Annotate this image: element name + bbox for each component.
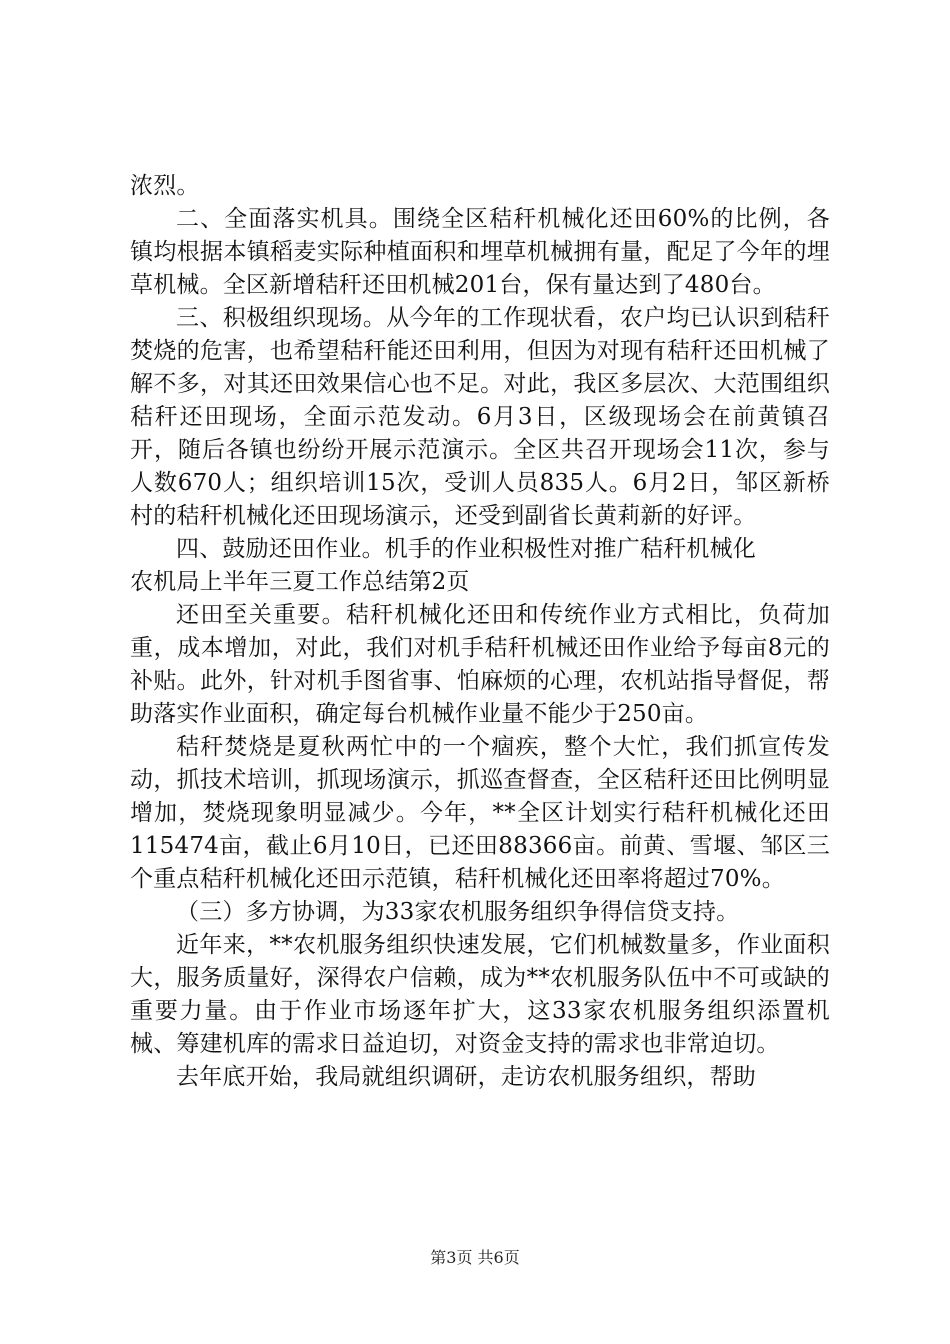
embedded-page-header: 农机局上半年三夏工作总结第2页 (130, 569, 470, 595)
section-heading-credit: （三）多方协调，为33家农机服务组织争得信贷支持。 (176, 899, 740, 925)
paragraph-service-orgs: 近年来，**农机服务组织快速发展，它们机械数量多，作业面积大，服务质量好，深得农户信赖，成为**农机服务队伍中不可或缺的重要力量。由于作业市场逐年扩大，这33家农机服务组织添置机械、筹建机库的需求日益迫切，对资金支持的需求也非常迫切。 (130, 932, 830, 1057)
paragraph-continuation: 浓烈。 (130, 173, 200, 199)
paragraph-research: 去年底开始，我局就组织调研，走访农机服务组织，帮助 (176, 1064, 756, 1090)
document-body (130, 170, 830, 1094)
paragraph-section-four: 四、鼓励还田作业。机手的作业积极性对推广秸秆机械化 (176, 536, 756, 562)
paragraph-summary: 秸秆焚烧是夏秋两忙中的一个痼疾，整个大忙，我们抓宣传发动，抓技术培训，抓现场演示，抓巡查督查，全区秸秆还田比例明显增加，焚烧现象明显减少。今年，**全区计划实行秸秆机械化还田115474亩，截止6月10日，已还田88366亩。前黄、雪堰、邹区三个重点秸秆机械化还田示范镇，秸秆机械化还田率将超过70%。 (130, 734, 830, 892)
paragraph-section-two: 二、全面落实机具。围绕全区秸秆机械化还田60%的比例，各镇均根据本镇稻麦实际种植面积和埋草机械拥有量，配足了今年的埋草机械。全区新增秸秆还田机械201台，保有量达到了480台。 (130, 206, 830, 298)
page-number-footer: 第3页 共6页 (430, 1248, 520, 1267)
paragraph-section-three: 三、积极组织现场。从今年的工作现状看，农户均已认识到秸秆焚烧的危害，也希望秸秆能还田利用，但因为对现有秸秆还田机械了解不多，对其还田效果信心也不足。对此，我区多层次、大范围组织秸秆还田现场，全面示范发动。6月3日，区级现场会在前黄镇召开，随后各镇也纷纷开展示范演示。全区共召开现场会11次，参与人数670人；组织培训15次，受训人员835人。6月2日，邹区新桥村的秸秆机械化还田现场演示，还受到副省长黄莉新的好评。 (130, 305, 830, 529)
paragraph-subsidy: 还田至关重要。秸秆机械化还田和传统作业方式相比，负荷加重，成本增加，对此，我们对机手秸秆机械还田作业给予每亩8元的补贴。此外，针对机手图省事、怕麻烦的心理，农机站指导督促，帮助落实作业面积，确定每台机械作业量不能少于250亩。 (130, 602, 830, 727)
